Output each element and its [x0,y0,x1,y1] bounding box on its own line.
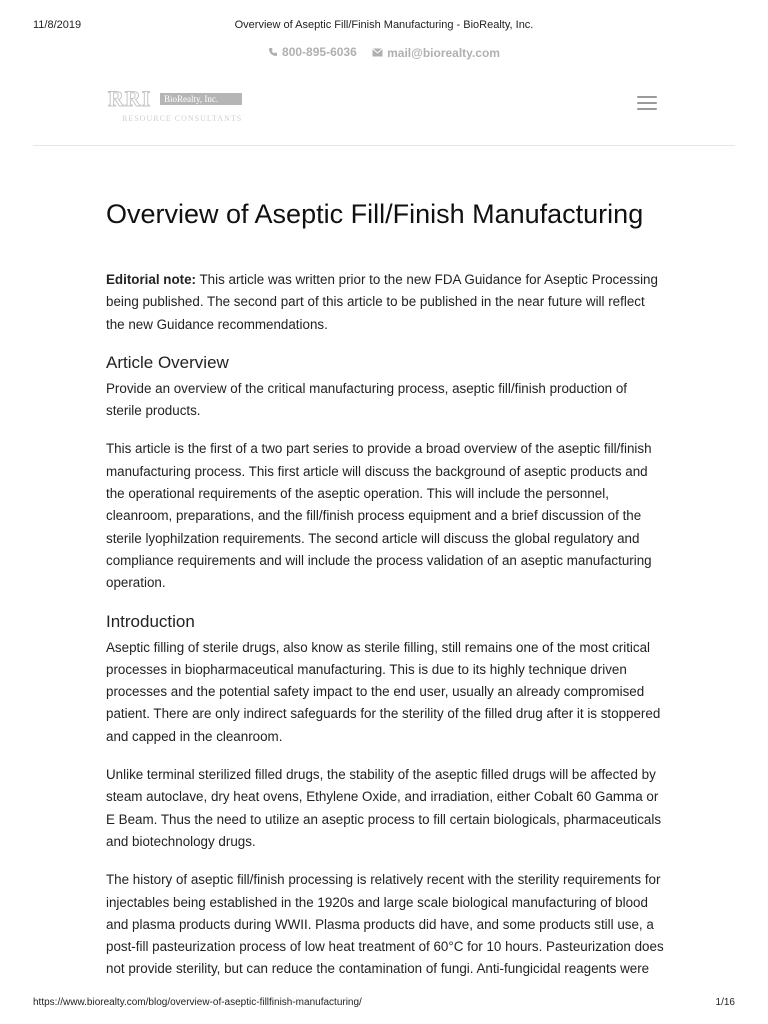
introduction-heading: Introduction [106,611,195,631]
phone-number: 800-895-6036 [282,45,357,59]
phone-link[interactable] [268,44,357,60]
logo-tagline: RESOURCE CONSULTANTS [122,114,243,123]
phone-icon [268,47,278,57]
article-overview-heading: Article Overview [106,352,229,372]
logo-mark: RRI [108,86,152,111]
overview-paragraph-1: Provide an overview of the critical manufacturing process, aseptic fill/finish production of sterile products. [106,380,627,419]
editorial-label: Editorial note: [106,272,197,287]
logo-company-name: BioRealty, Inc. [164,94,219,104]
print-document-title: Overview of Aseptic Fill/Finish Manufacturing - BioRealty, Inc. [234,19,534,31]
print-page-number: 1/16 [715,997,735,1008]
print-url: https://www.biorealty.com/blog/overview-of-aseptic-fillfinish-manufacturing/ [33,997,362,1008]
site-logo[interactable] [108,86,244,126]
hamburger-menu-icon[interactable] [637,95,659,111]
email-address: mail@biorealty.com [387,45,500,60]
editorial-text: This article was written prior to the new FDA Guidance for Aseptic Processing being published. The second part of this article to be published in the near future will reflect the new Guidance recommendations. [106,272,658,332]
contact-bar [0,44,768,60]
intro-paragraph-3: The history of aseptic fill/finish processing is relatively recent with the sterility requirements for injectables being established in the 1920s and large scale biological manufacturing of blood and plasma products during WWII. Plasma products did have, and some products still use, a post-fill pasteurization process of low heat treatment of 60°C for 10 hours. Pasteurization does not provide sterility, but can reduce the contamination of fungi. Anti-fungicidal reagents were [106,872,664,977]
editorial-note [106,269,666,336]
print-header [33,18,735,32]
intro-paragraph-2: Unlike terminal sterilized filled drugs, the stability of the aseptic filled drugs will be affected by steam autoclave, dry heat ovens, Ethylene Oxide, and irradiation, either Cobalt 60 Gamma or E Beam. Thus the need to utilize an aseptic process to fill certain biologicals, pharmaceuticals and biotechnology drugs. [106,767,662,849]
email-link[interactable] [372,45,500,61]
envelope-icon [372,48,383,57]
overview-paragraph-2: This article is the first of a two part series to provide a broad overview of the aseptic fill/finish manufacturing process. This first article will discuss the background of aseptic products and the operational requirements of the aseptic operation. This will include the personnel, cleanroom, preparations, and the fill/finish process equipment and a brief discussion of the sterile lyophilzation requirements. The second article will discuss the global regulatory and compliance requirements and will include the process validation of an aseptic manufacturing operation. [106,441,652,591]
intro-paragraph-1: Aseptic filling of sterile drugs, also know as sterile filling, still remains one of the most critical processes in biopharmaceutical manufacturing. This is due to its highly technique driven processes and the potential safety impact to the end user, usually an already compromised patient. There are only indirect safeguards for the sterility of the filled drug after it is stoppered and capped in the cleanroom. [106,639,661,744]
print-footer [33,996,735,1010]
print-date: 11/8/2019 [33,19,82,31]
header-divider [33,145,735,146]
article [106,200,666,997]
article-title: Overview of Aseptic Fill/Finish Manufacturing [106,199,644,229]
logo-band [160,93,242,105]
